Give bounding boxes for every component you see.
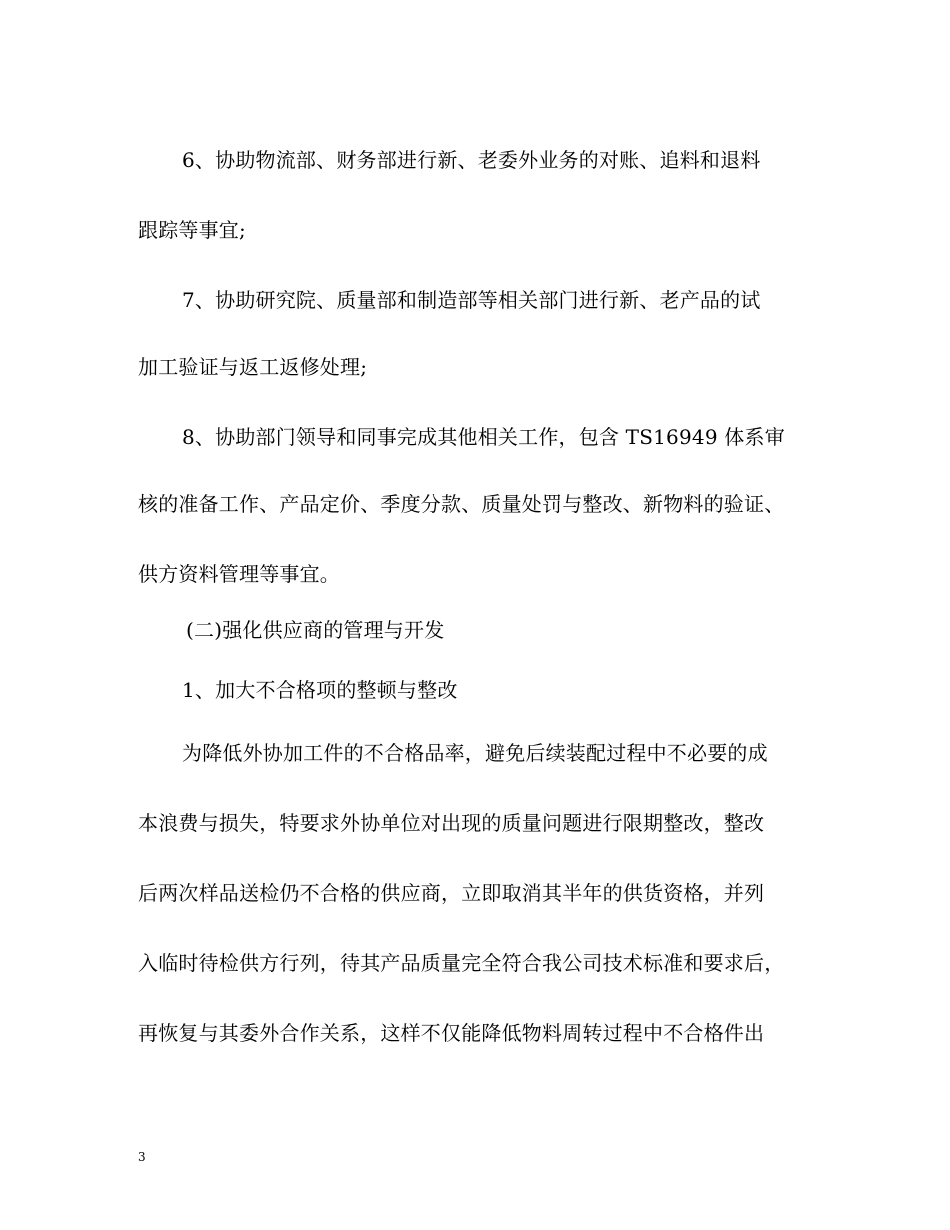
page-number: 3 [138,1150,146,1164]
paragraph-line: 跟踪等事宜; [138,218,246,242]
paragraph-line: 加工验证与返工返修处理; [138,355,368,379]
paragraph-line: 本浪费与损失，特要求外协单位对出现的质量问题进行限期整改，整改 [138,811,765,835]
paragraph-line: 6、协助物流部、财务部进行新、老委外业务的对账、追料和退料 [182,148,761,172]
paragraph-line: 供方资料管理等事宜。 [138,562,340,586]
subsection-heading: 1、加大不合格项的整顿与整改 [182,678,458,702]
paragraph-line: 入临时待检供方行列，待其产品质量完全符合我公司技术标准和要求后， [138,951,785,975]
paragraph-line: 7、协助研究院、质量部和制造部等相关部门进行新、老产品的试 [182,288,761,312]
paragraph-line: 后两次样品送检仍不合格的供应商，立即取消其半年的供货资格，并列 [138,881,765,905]
paragraph-line: 再恢复与其委外合作关系，这样不仅能降低物料周转过程中不合格件出 [138,1021,765,1045]
paragraph-line: 核的准备工作、产品定价、季度分款、质量处罚与整改、新物料的验证、 [138,492,785,516]
paragraph-line: 8、协助部门领导和同事完成其他相关工作，包含 TS16949 体系审 [182,425,785,449]
section-heading: (二)强化供应商的管理与开发 [186,618,445,642]
paragraph-line: 为降低外协加工件的不合格品率，避免后续装配过程中不必要的成 [182,741,768,765]
